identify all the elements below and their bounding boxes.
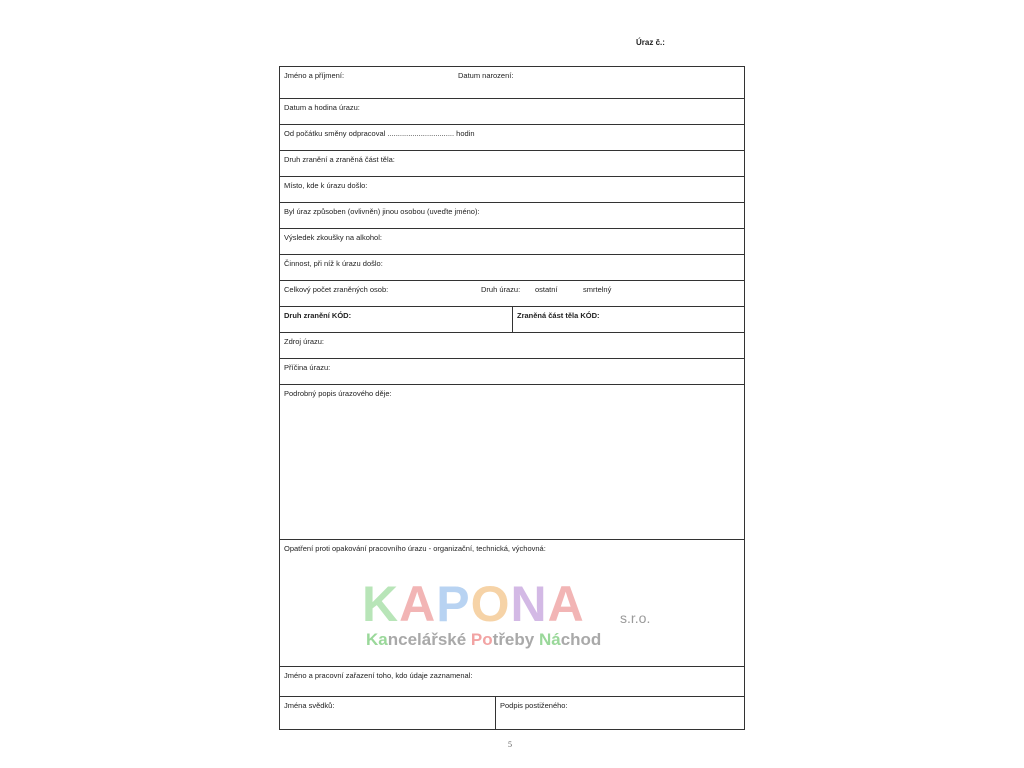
watermark-letter: A	[399, 576, 437, 632]
page-number: 5	[508, 740, 512, 749]
signature-cell	[496, 697, 744, 729]
watermark-tagline-initial: Po	[470, 630, 493, 649]
row-source	[280, 333, 744, 359]
row-name-birth	[280, 67, 744, 99]
row-datetime	[280, 99, 744, 125]
option-fatal: smrtelný	[583, 285, 612, 294]
row-codes	[280, 307, 744, 333]
watermark-letter: O	[470, 576, 511, 632]
row-caused-by	[280, 203, 744, 229]
row-injury-type	[280, 151, 744, 177]
birth-date-label: Datum narození:	[458, 71, 514, 80]
injury-code-label: Druh zranění KÓD:	[284, 311, 352, 320]
witnesses-label: Jména svědků:	[284, 701, 335, 710]
recorder-label: Jméno a pracovní zařazení toho, kdo údaje zaznamenal:	[284, 671, 473, 680]
watermark-tagline-initial: Ná	[538, 630, 561, 649]
description-label: Podrobný popis úrazového děje:	[284, 389, 392, 398]
signature-label: Podpis postiženého:	[500, 701, 568, 710]
row-total-injured	[280, 281, 744, 307]
body-part-code-cell	[513, 307, 744, 332]
form-title: Úraz č.:	[636, 38, 665, 47]
injury-code-cell	[280, 307, 513, 332]
kapona-watermark	[362, 578, 672, 658]
cause-label: Příčina úrazu:	[284, 363, 331, 372]
watermark-tagline	[366, 630, 601, 650]
alcohol-label: Výsledek zkoušky na alkohol:	[284, 233, 382, 242]
activity-label: Činnost, při níž k úrazu došlo:	[284, 259, 383, 268]
watermark-brand	[362, 578, 585, 630]
injury-kind-label: Druh úrazu:	[481, 285, 521, 294]
watermark-tagline-rest: ncelářské	[387, 630, 471, 649]
worked-hours-label: Od počátku směny odpracoval ................................ hodin	[284, 129, 475, 138]
caused-by-label: Byl úraz způsoben (ovlivněn) jinou osobou (uveďte jméno):	[284, 207, 480, 216]
watermark-letter: K	[362, 576, 400, 632]
witnesses-cell	[280, 697, 496, 729]
watermark-letter: P	[436, 576, 471, 632]
watermark-letter: N	[510, 576, 548, 632]
source-label: Zdroj úrazu:	[284, 337, 325, 346]
name-label: Jméno a příjmení:	[284, 71, 345, 80]
watermark-tagline-initial: Ka	[366, 630, 388, 649]
row-activity	[280, 255, 744, 281]
row-place	[280, 177, 744, 203]
datetime-label: Datum a hodina úrazu:	[284, 103, 360, 112]
row-alcohol	[280, 229, 744, 255]
option-other: ostatní	[535, 285, 558, 294]
watermark-tagline-rest: třeby	[492, 630, 539, 649]
row-worked-hours	[280, 125, 744, 151]
watermark-letter: A	[547, 576, 585, 632]
row-witnesses	[280, 697, 744, 729]
watermark-suffix: s.r.o.	[620, 610, 651, 626]
body-part-code-label: Zraněná část těla KÓD:	[517, 311, 600, 320]
injury-type-label: Druh zranění a zraněná část těla:	[284, 155, 395, 164]
row-description	[280, 385, 744, 540]
total-injured-label: Celkový počet zraněných osob:	[284, 285, 389, 294]
row-cause	[280, 359, 744, 385]
place-label: Místo, kde k úrazu došlo:	[284, 181, 368, 190]
measures-label: Opatření proti opakování pracovního úrazu - organizační, technická, výchovná:	[284, 544, 546, 553]
row-recorder	[280, 667, 744, 697]
watermark-tagline-rest: chod	[560, 630, 602, 649]
